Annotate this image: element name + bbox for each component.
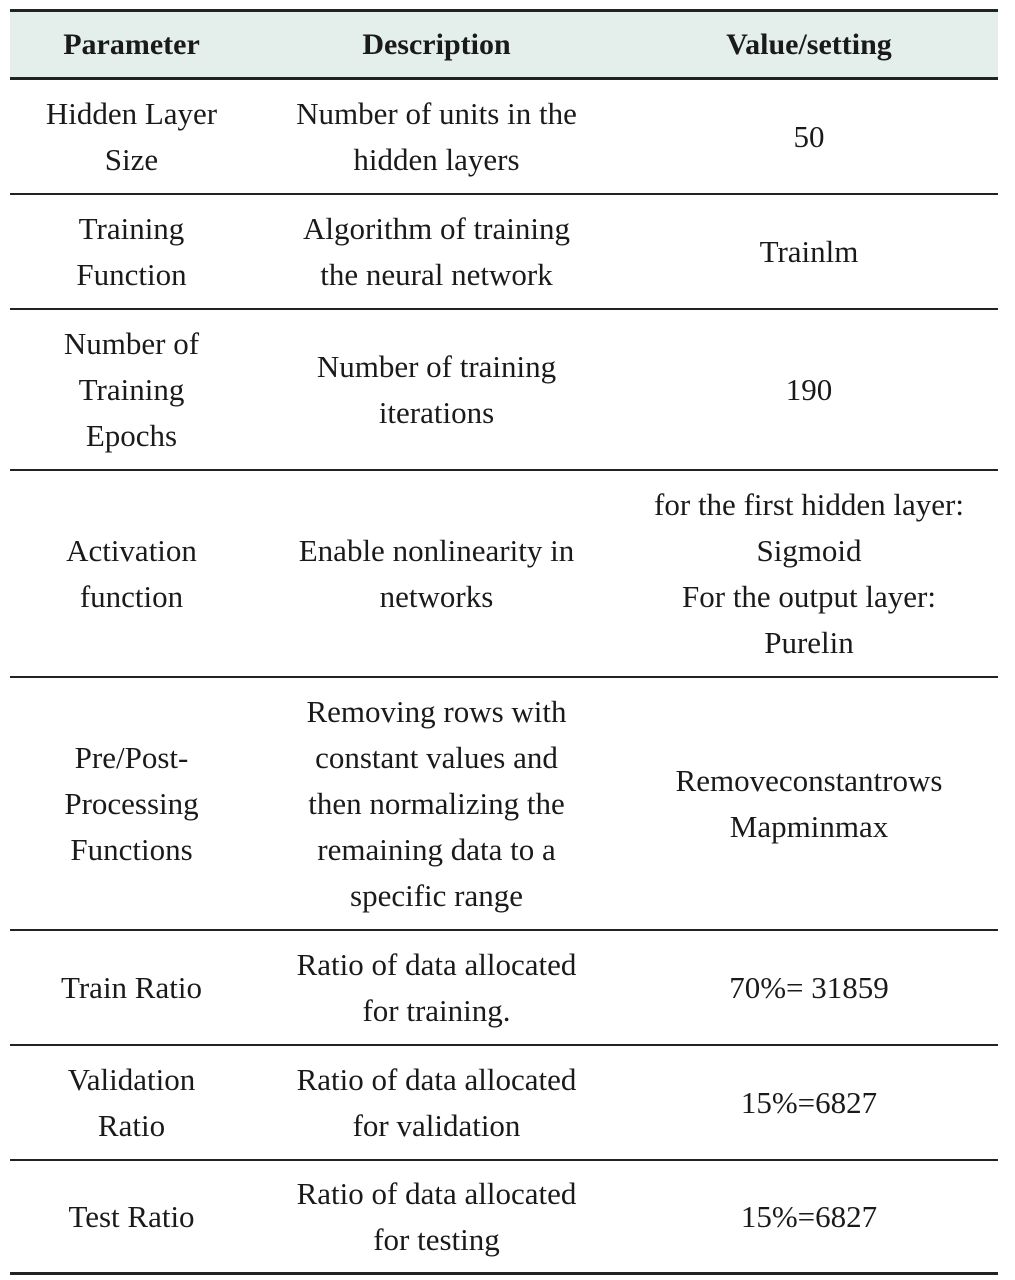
parameter-cell: Pre/Post- Processing Functions [64, 739, 199, 867]
value-cell: 50 [793, 118, 825, 154]
table-row [10, 471, 998, 678]
value-cell: Trainlm [759, 233, 859, 269]
value-cell: 15%=6827 [740, 1198, 878, 1234]
value-cell: 190 [785, 371, 833, 407]
parameter-cell: Number of Training Epochs [63, 325, 200, 453]
description-cell: Algorithm of training the neural network [303, 210, 570, 292]
table-row [10, 1161, 998, 1272]
description-cell: Ratio of data allocated for testing [296, 1175, 577, 1257]
table-row [10, 195, 998, 310]
table-row [10, 931, 998, 1046]
table-row [10, 1046, 998, 1161]
header-parameter: Parameter [63, 27, 200, 61]
table-row [10, 310, 998, 471]
description-cell: Ratio of data allocated for validation [296, 1061, 577, 1143]
parameter-cell: Test Ratio [68, 1198, 195, 1234]
header-description: Description [362, 27, 511, 61]
table-header [10, 12, 998, 80]
value-cell: 70%= 31859 [729, 969, 889, 1005]
description-cell: Ratio of data allocated for training. [296, 946, 577, 1028]
parameter-cell: Hidden Layer Size [45, 95, 218, 177]
parameter-cell: Training Function [76, 210, 187, 292]
parameter-cell: Validation Ratio [67, 1061, 196, 1143]
value-cell: for the first hidden layer: Sigmoid For the output layer: Purelin [654, 486, 964, 660]
description-cell: Removing rows with constant values and then normalizing the remaining data to a specific range [306, 693, 567, 913]
value-cell: Removeconstantrows Mapminmax [675, 762, 943, 844]
parameter-table [10, 9, 998, 1275]
description-cell: Number of units in the hidden layers [296, 95, 577, 177]
parameter-cell: Train Ratio [61, 969, 202, 1005]
description-cell: Enable nonlinearity in networks [298, 532, 575, 614]
table-row [10, 678, 998, 931]
description-cell: Number of training iterations [316, 348, 557, 430]
header-value-setting: Value/setting [726, 27, 892, 61]
parameter-cell: Activation function [66, 532, 197, 614]
value-cell: 15%=6827 [740, 1084, 878, 1120]
table-row [10, 80, 998, 195]
